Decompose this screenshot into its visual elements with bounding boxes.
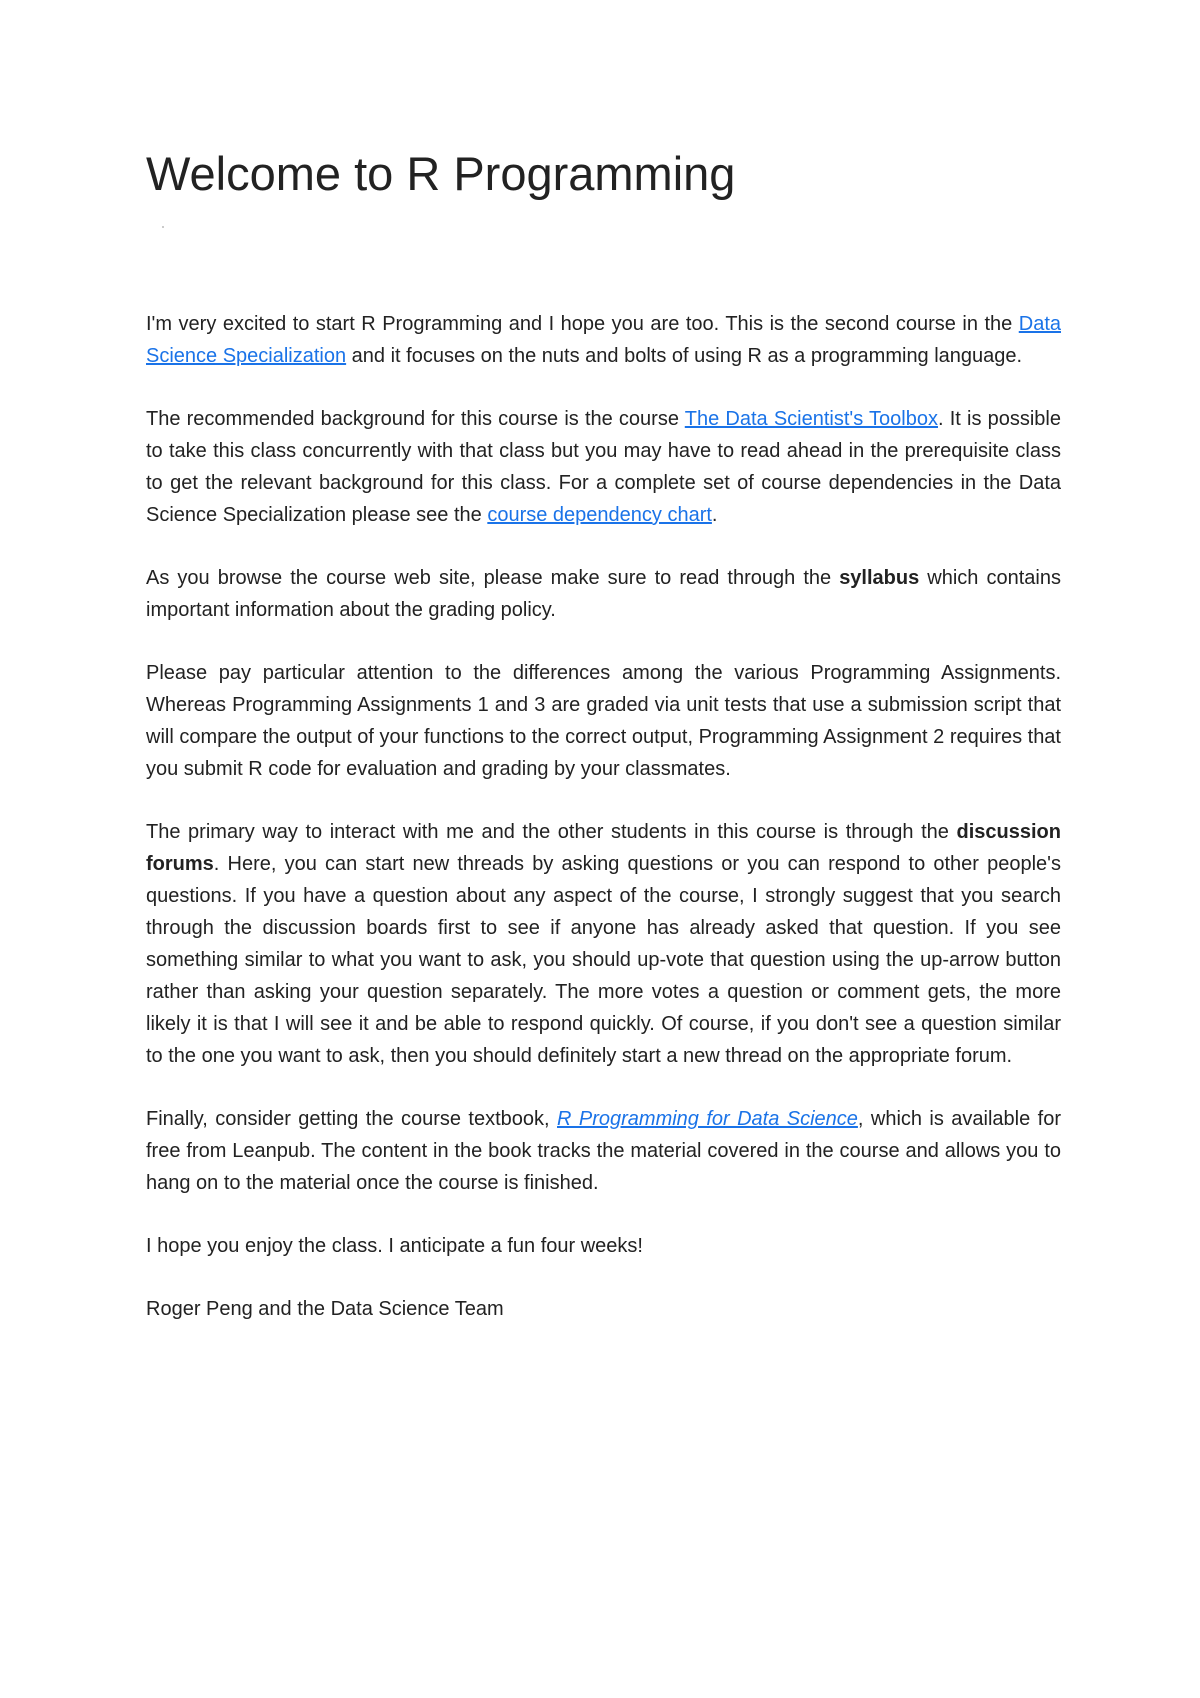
intro-text-start: I'm very excited to start R Programming and I hope you are too. This is the second course in the [146, 313, 1019, 335]
intro-text-end: and it focuses on the nuts and bolts of using R as a programming language. [346, 345, 1023, 367]
paragraph-closing: I hope you enjoy the class. I anticipate a fun four weeks! [146, 1235, 643, 1257]
syllabus-bold: syllabus [839, 567, 920, 589]
background-text-middle: . It is possible to take this class concurrently with that class but you may have to read ahead in the prerequisite class to get the relevant background for this class. For a complete set of course dependencies in the Data Science Specialization please see the [146, 408, 1061, 526]
r-programming-book-link[interactable]: R Programming for Data Science [557, 1108, 858, 1130]
paragraph-forums [146, 816, 1061, 1072]
paragraph-textbook [146, 1103, 1061, 1199]
decorative-dot [162, 226, 164, 228]
syllabus-text-start: As you browse the course web site, please make sure to read through the [146, 567, 840, 589]
syllabus-text-end: which contains important information about the grading policy. [146, 567, 1061, 621]
discussion-forums-bold: discussion forums [146, 821, 1061, 875]
background-text-end: . [711, 504, 718, 526]
page-title: Welcome to R Programming [146, 147, 736, 200]
paragraph-background [146, 403, 1061, 531]
document-body [146, 308, 1061, 1356]
textbook-text-start: Finally, consider getting the course textbook, [146, 1108, 558, 1130]
textbook-text-end: , which is available for free from Leanpub. The content in the book tracks the material covered in the course and allows you to hang on to the material once the course is finished. [146, 1108, 1061, 1194]
data-scientists-toolbox-link[interactable]: The Data Scientist's Toolbox [684, 408, 938, 430]
forums-text-start: The primary way to interact with me and the other students in this course is through the [146, 821, 957, 843]
paragraph-intro [146, 308, 1061, 372]
background-text-start: The recommended background for this course is the course [146, 408, 685, 430]
course-dependency-chart-link[interactable]: course dependency chart [487, 504, 712, 526]
signature: Roger Peng and the Data Science Team [146, 1298, 504, 1320]
paragraph-assignments: Please pay particular attention to the differences among the various Programming Assignments. Whereas Programming Assignments 1 and 3 are graded via unit tests that use a submission script that will compare the output of your functions to the correct output, Programming Assignment 2 requires that you submit R code for evaluation and grading by your classmates. [146, 662, 1061, 780]
paragraph-syllabus [146, 562, 1061, 626]
data-science-specialization-link[interactable]: Data Science Specialization [146, 313, 1061, 367]
forums-text-end: . Here, you can start new threads by asking questions or you can respond to other people's questions. If you have a question about any aspect of the course, I strongly suggest that you search through the discussion boards first to see if anyone has already asked that question. If you see something similar to what you want to ask, you should up-vote that question using the up-arrow button rather than asking your question separately. The more votes a question or comment gets, the more likely it is that I will see it and be able to respond quickly. Of course, if you don't see a question similar to the one you want to ask, then you should definitely start a new thread on the appropriate forum. [146, 853, 1061, 1067]
